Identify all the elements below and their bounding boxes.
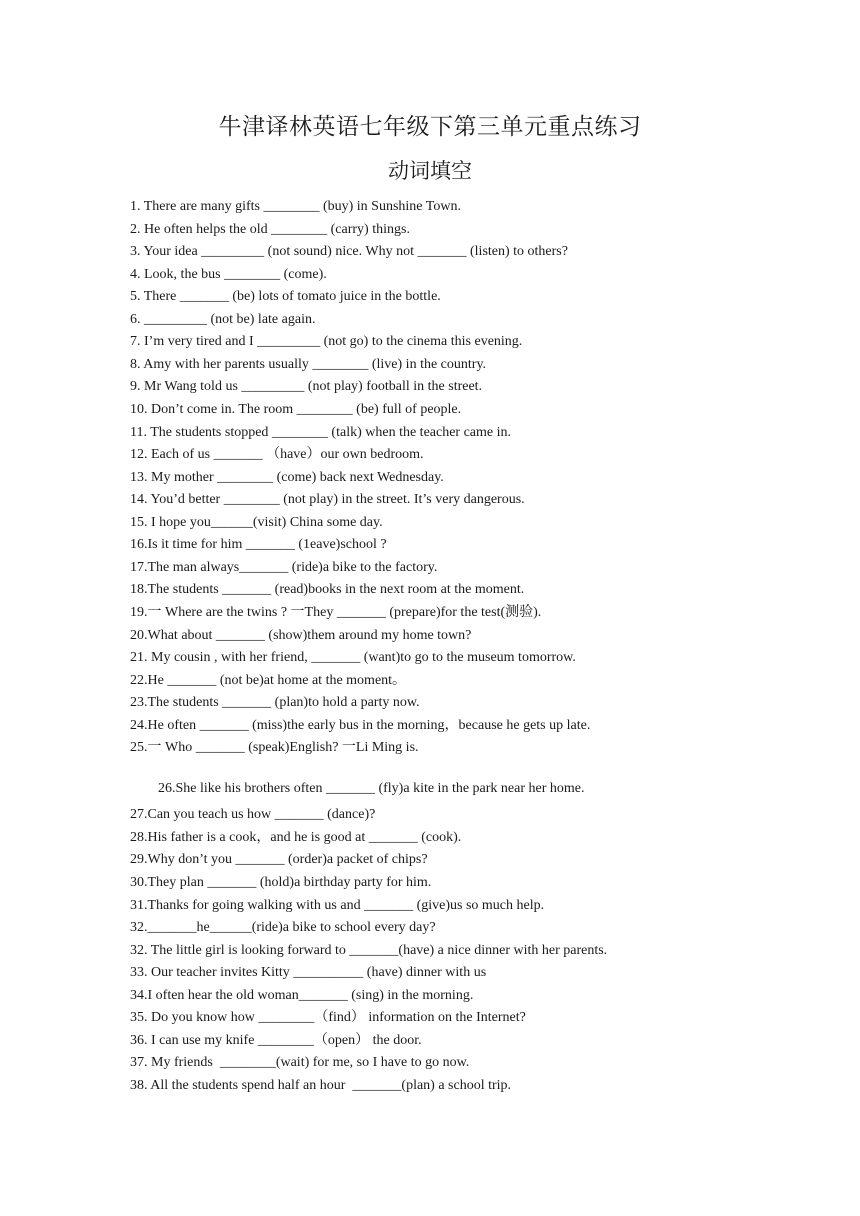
question-item: 17.The man always_______ (ride)a bike to the factory. [130, 559, 438, 575]
question-item: 25.一 Who _______ (speak)English? 一Li Ming is. [130, 740, 419, 756]
question-item: 7. I’m very tired and I _________ (not go) to the cinema this evening. [130, 334, 523, 350]
question-item: 10. Don’t come in. The room ________ (be) full of people. [130, 402, 462, 417]
question-item: 30.They plan _______ (hold)a birthday party for him. [130, 875, 432, 890]
question-item: 36. I can use my knife ________（open） the door. [130, 1032, 422, 1048]
question-item: 4. Look, the bus ________ (come). [130, 266, 327, 282]
question-item: 26.She like his brothers often _______ (fly)a kite in the park near her home. [158, 780, 585, 796]
question-item: 22.He _______ (not be)at home at the moment。 [130, 672, 407, 688]
question-item: 37. My friends ________(wait) for me, so I have to go now. [130, 1055, 470, 1071]
question-item: 34.I often hear the old woman_______ (sing) in the morning. [130, 987, 474, 1003]
question-item: 11. The students stopped ________ (talk) when the teacher came in. [130, 424, 512, 440]
question-item: 31.Thanks for going walking with us and _______ (give)us so much help. [130, 897, 545, 913]
question-item: 19.一 Where are the twins ? 一They _______ (prepare)for the test(测验). [130, 604, 542, 620]
question-item: 27.Can you teach us how _______ (dance)? [130, 807, 376, 823]
question-item: 16.Is it time for him _______ (1eave)school ? [130, 537, 387, 553]
question-item: 20.What about _______ (show)them around my home town? [130, 627, 472, 643]
question-item: 38. All the students spend half an hour _______(plan) a school trip. [130, 1077, 512, 1093]
question-item: 3. Your idea _________ (not sound) nice. Why not _______ (listen) to others? [130, 244, 568, 260]
question-item: 14. You’d better ________ (not play) in the street. It’s very dangerous. [130, 492, 525, 508]
question-item: 29.Why don’t you _______ (order)a packet of chips? [130, 852, 428, 868]
question-item: 12. Each of us _______ （have）our own bedroom. [130, 447, 424, 463]
question-item: 32. The little girl is looking forward to _______(have) a nice dinner with her parents. [130, 942, 608, 958]
question-item: 21. My cousin , with her friend, _______ (want)to go to the museum tomorrow. [130, 650, 576, 665]
question-item: 32._______he______(ride)a bike to school every day? [130, 920, 436, 936]
question-item: 8. Amy with her parents usually ________ (live) in the country. [130, 356, 487, 372]
question-item: 13. My mother ________ (come) back next Wednesday. [130, 469, 444, 485]
question-item: 5. There _______ (be) lots of tomato juice in the bottle. [130, 289, 441, 305]
question-item: 2. He often helps the old ________ (carry) things. [130, 221, 410, 237]
question-item: 9. Mr Wang told us _________ (not play) football in the street. [130, 379, 483, 395]
question-item: 6. _________ (not be) late again. [130, 311, 316, 327]
worksheet-title: 牛津译林英语七年级下第三单元重点练习 [218, 114, 642, 140]
question-item: 1. There are many gifts ________ (buy) in Sunshine Town. [130, 199, 461, 214]
question-item: 18.The students _______ (read)books in the next room at the moment. [130, 582, 525, 598]
section-subtitle: 动词填空 [388, 159, 472, 183]
question-item: 35. Do you know how ________（find） information on the Internet? [130, 1010, 526, 1026]
question-item: 15. I hope you______(visit) China some day. [130, 514, 383, 530]
question-item: 28.His father is a cook，and he is good at _______ (cook). [130, 829, 462, 845]
question-item: 23.The students _______ (plan)to hold a party now. [130, 695, 420, 711]
question-item: 24.He often _______ (miss)the early bus in the morning，because he gets up late. [130, 717, 591, 733]
question-item: 33. Our teacher invites Kitty __________ (have) dinner with us [130, 965, 487, 981]
